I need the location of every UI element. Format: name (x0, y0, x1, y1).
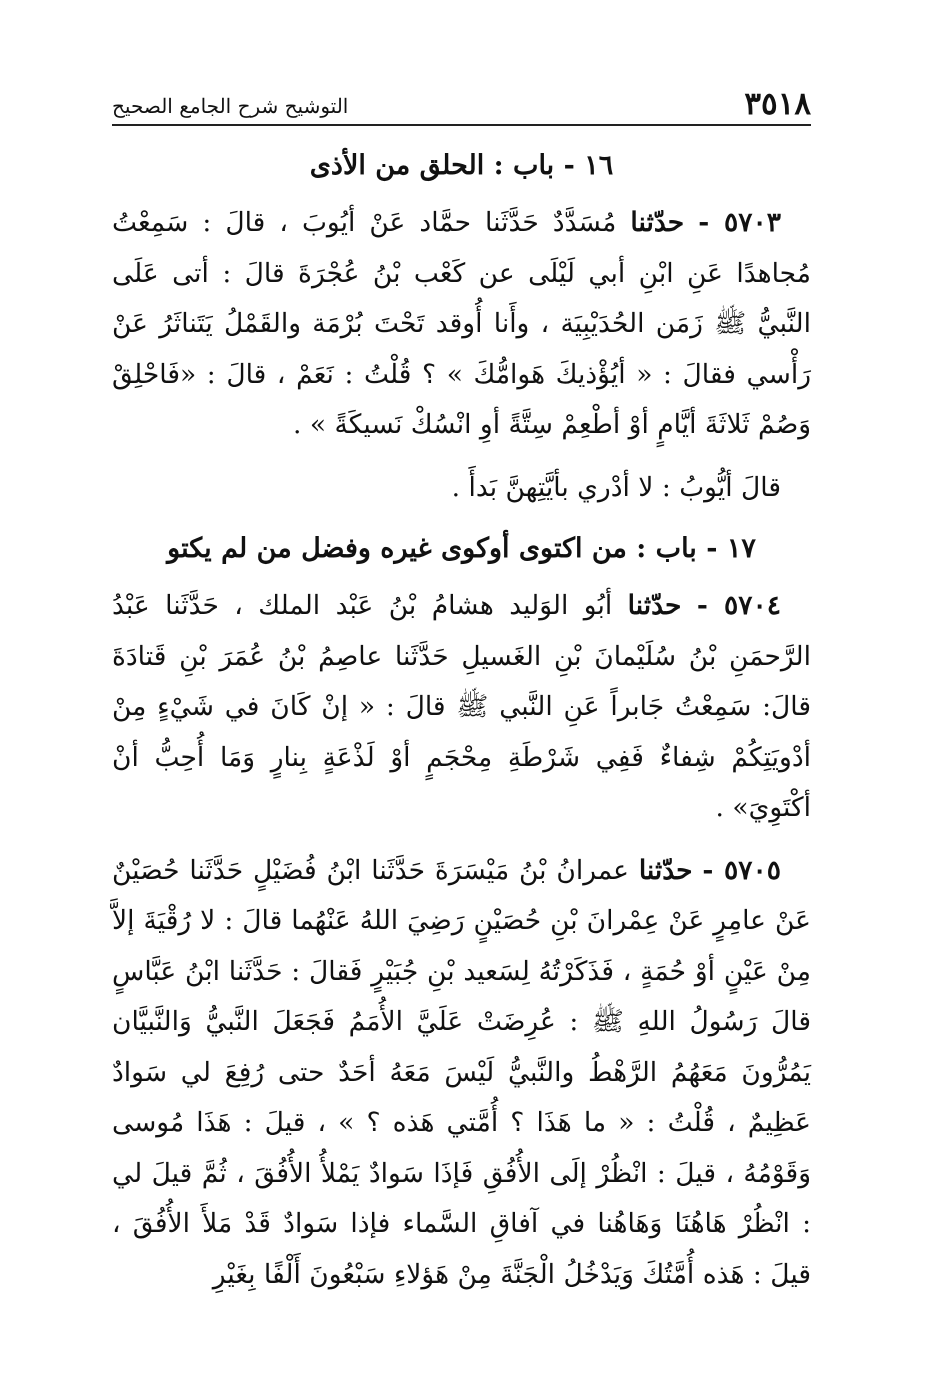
hadith-5704 (112, 581, 811, 834)
hadith-keyword: حدّثنا (638, 854, 693, 886)
hadith-text: مُسَدَّدٌ حَدَّثَنا حمَّاد عَنْ أيُوبَ ، قالَ : سَمِعْتُ مُجاهدًا عَنِ ابْنِ أبي لَيْلَى عن كَعْب بْنُ عُجْرَةَ قالَ : أتى عَلَى النَّبيُّ ﷺ زَمَن الحُدَيْبِيَة ، وأَنا أُوقد تَحْتَ بُرْمَة والقَمْلُ يَتَناثَرُ عَنْ رَأْسي فقالَ : « أيُؤْذيكَ هَوامُّكَ » ؟ قُلْتُ : نَعَمْ ، قالَ : «فَاحْلِقْ وَصُمْ ثَلاثَةَ أيَّامٍ أوْ أطْعِمْ سِتَّةً أوِ انْسُكْ نَسيكَةً » . (112, 207, 811, 440)
hadith-5705 (112, 846, 811, 1301)
running-title: التوشيح شرح الجامع الصحيح (112, 94, 349, 118)
chapter-heading-17: ١٧ - باب : من اكتوى أوكوى غيره وفضل من لم يكتو (167, 533, 756, 564)
page-number: ٣٥١٨ (744, 86, 811, 122)
hadith-5703 (112, 198, 811, 451)
chapter-heading-16: ١٦ - باب : الحلق من الأذى (309, 150, 614, 181)
hadith-number: ٥٧٠٥ - (702, 854, 781, 886)
hadith-number: ٥٧٠٤ - (696, 590, 781, 621)
page-body (112, 140, 811, 1312)
hadith-keyword: حدّثنا (627, 590, 682, 621)
hadith-number: ٥٧٠٣ - (698, 207, 781, 238)
ayyub-note: قالَ أيُّوبُ : لا أدْري بأيَّتِهنَّ بَدأَ . (451, 471, 781, 503)
page-header (112, 80, 811, 126)
hadith-keyword: حدّثنا (630, 207, 685, 238)
hadith-text: عمرانُ بْنُ مَيْسَرَةَ حَدَّثَنا ابْنُ فُضَيْلٍ حَدَّثَنا حُصَيْنٌ عَنْ عامِرٍ عَنْ عِمْرانَ بْنِ حُصَيْنٍ رَضِيَ اللهُ عَنْهُما قالَ : لا رُقْيَةَ إلاَّ مِنْ عَيْنٍ أوْ حُمَةٍ ، فَذَكَرْتُهُ لِسَعيد بْنِ جُبَيْرٍ فَقالَ : حَدَّثَنا ابْنُ عَبَّاسٍ قالَ رَسُولُ اللهِ ﷺ : عُرِضَتْ عَلَيَّ الأُمَمُ فَجَعَلَ النَّبيُّ وَالنَّبيَّان يَمُرُّونَ مَعَهُمُ الرَّهْطُ والنَّبيُّ لَيْسَ مَعَهُ أحَدٌ حتى رُفِعَ لي سَوادٌ عَظِيمٌ ، قُلْتُ : « ما هَذَا ؟ أُمَّتي هَذه ؟ » ، قيلَ : هَذَا مُوسى وَقَوْمُهُ ، قيلَ : انْظُرْ إلَى الأُفُقِ فَإذَا سَوادٌ يَمْلأُ الأُفُقَ ، ثُمَّ قيلَ لي : انْظُرْ هَاهُنَا وَهَاهُنا في آفاقِ السَّماء فإذا سَوادٌ قَدْ مَلأَ الأُفُقَ ، قيلَ : هَذه أُمَّتُكَ وَيَدْخُلُ الْجَنَّةَ مِنْ هَؤلاءِ سَبْعُونَ أَلْفًا بِغَيْرِ (112, 854, 811, 1290)
hadith-text: أبُو الوَليد هشامُ بْنُ عَبْد الملك ، حَدَّثَنا عَبْدُ الرَّحمَنِ بْنُ سُلَيْمانَ بْنِ الغَسيلِ حَدَّثَنا عاصِمُ بْنُ عُمَرَ بْنِ قَتادَةَ قالَ: سَمِعْتُ جَابراً عَنِ النَّبي ﷺ قالَ : « إنْ كَانَ في شَيْءٍ مِنْ أدْويَتِكُمْ شِفاءٌ فَفِي شَرْطَةِ مِحْجَمٍ أوْ لَذْعَةٍ بِنارٍ وَمَا أُحِبُّ أنْ أكْتَوِيَ» . (112, 590, 811, 823)
